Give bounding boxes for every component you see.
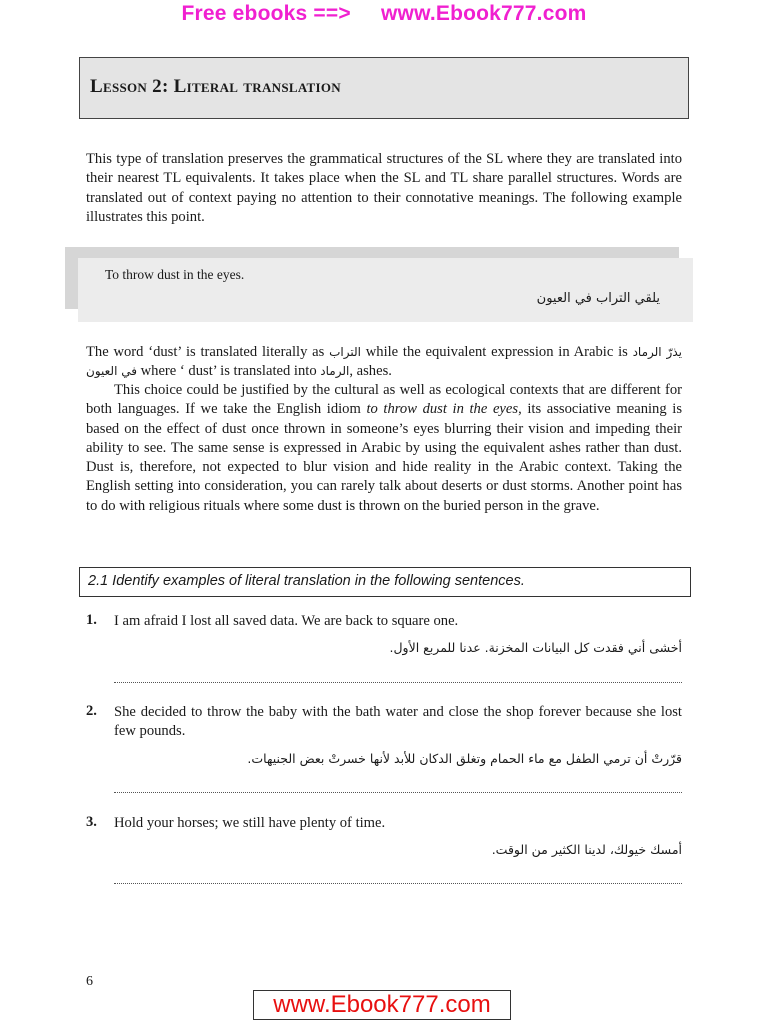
banner-link[interactable]: www.Ebook777.com: [381, 2, 587, 25]
answer-line[interactable]: [114, 682, 682, 683]
item-number: 2.: [86, 703, 97, 719]
task-box: [79, 567, 691, 597]
discussion-text: , its associative meaning is based on the effect of dust once thrown in someone’s eyes blurring their vision and impeding their ability to see. The same sense is expressed in Arabic by using the equivalent ashes rather than dust. Dust is, therefore, not expected to blur vision and hide reality in the Arabic context. Taking the English setting into consideration, you can rarely talk about deserts or dust storms. Another point has to do with religious rituals where some dust is thrown on the buried person in the grave.: [86, 401, 683, 514]
arabic-term-expression: يذرّ الرماد في العيون: [86, 345, 682, 379]
item-number: 1.: [86, 612, 97, 628]
discussion-text: , ashes.: [349, 363, 392, 380]
lesson-title: Lesson 2: Literal translation: [90, 76, 341, 97]
idiom-text: to throw dust in the eyes: [366, 401, 519, 418]
discussion-text: while the equivalent expression in Arabic is: [360, 344, 633, 360]
item-english: I am afraid I lost all saved data. We are back to square one.: [114, 613, 459, 629]
example-english: To throw dust in the eyes.: [105, 267, 245, 282]
discussion-text: This choice could be justified by the cultural as well as ecological contexts that are different for both languages. If we take the English idiom: [86, 382, 682, 418]
answer-line[interactable]: [114, 792, 682, 793]
discussion-paragraph-1: [86, 343, 682, 382]
discussion-paragraph-2: [86, 381, 682, 516]
item-arabic: قرّرتْ أن ترمي الطفل مع ماء الحمام وتغلق الدكان للأبد لأنها خسرتْ بعض الجنيهات.: [247, 751, 682, 766]
answer-line[interactable]: [114, 883, 682, 884]
item-arabic: أمسك خيولك، لدينا الكثير من الوقت.: [491, 842, 682, 857]
intro-paragraph: This type of translation preserves the grammatical structures of the SL where they are translated into their nearest TL equivalents. It takes place when the SL and TL share parallel structures. Words are translated out of context paying no attention to their connotative meanings. The following example illustrates this point.: [86, 151, 682, 225]
arabic-term-ashes: الرماد: [320, 364, 350, 379]
example-arabic: يلقي التراب في العيون: [536, 291, 660, 306]
discussion-text: where ‘ dust’ is translated into: [136, 363, 321, 380]
promo-banner[interactable]: [0, 2, 768, 26]
banner-left-text: Free ebooks ==>: [181, 2, 351, 25]
page-number: 6: [86, 974, 93, 989]
item-arabic: أخشى أني فقدت كل البيانات المخزنة. عدنا للمربع الأول.: [389, 640, 682, 655]
item-english: She decided to throw the baby with the bath water and close the shop forever because she lost few pounds.: [114, 704, 682, 740]
lesson-title-box: [79, 57, 689, 119]
footer-link[interactable]: www.Ebook777.com: [253, 990, 511, 1020]
item-english: Hold your horses; we still have plenty of time.: [114, 815, 386, 831]
task-label: 2.1 Identify examples of literal translation in the following sentences.: [88, 573, 525, 589]
arabic-term-dust: التراب: [329, 345, 361, 359]
item-number: 3.: [86, 814, 97, 830]
discussion-text: The word ‘dust’ is translated literally as: [86, 344, 330, 360]
